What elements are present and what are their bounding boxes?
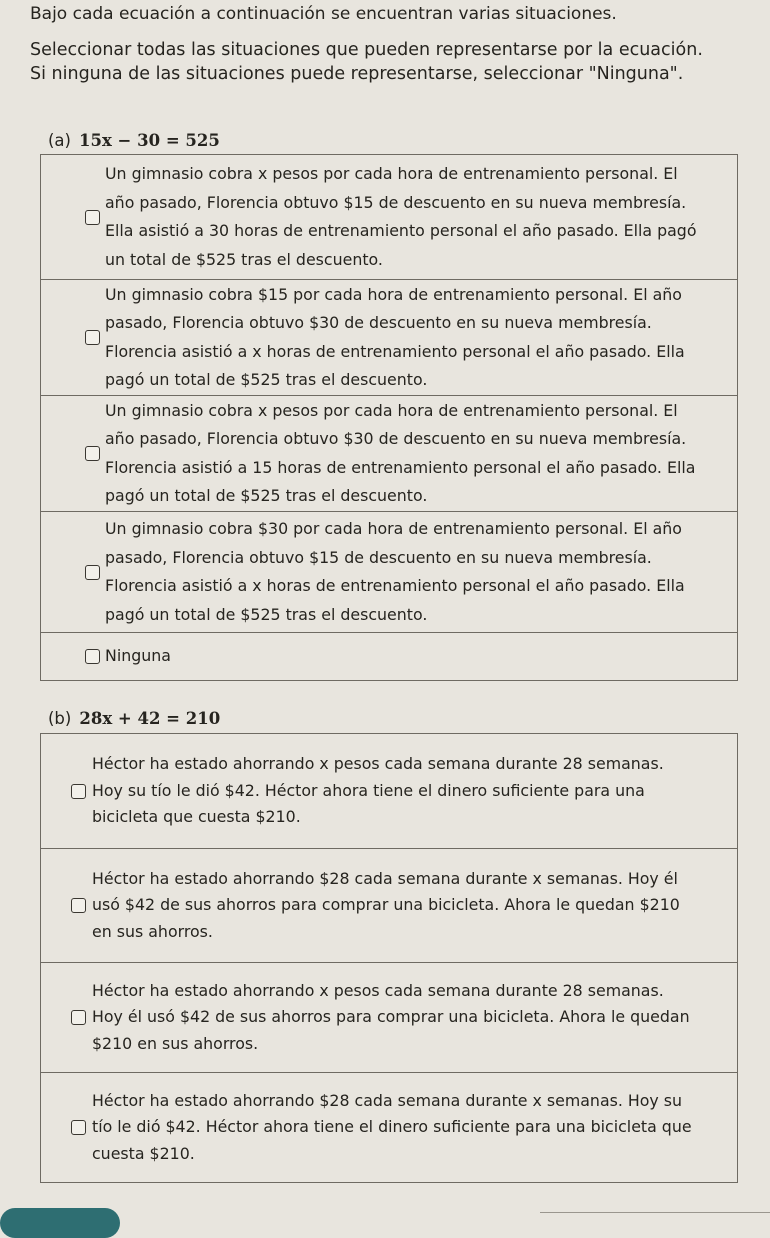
- question-a-option-4[interactable]: [41, 512, 737, 633]
- instruction-line-2: Seleccionar todas las situaciones que pueden representarse por la ecuación.: [30, 40, 703, 60]
- option-text: [92, 751, 664, 831]
- checkbox-icon[interactable]: [85, 210, 100, 225]
- option-line: Hoy él usó $42 de sus ahorros para comprar una bicicleta. Ahora le quedan: [92, 1007, 690, 1027]
- option-line: pasado, Florencia obtuvo $30 de descuento en su nueva membresía.: [105, 313, 652, 332]
- option-line: pagó un total de $525 tras el descuento.: [105, 486, 428, 505]
- option-line: Héctor ha estado ahorrando x pesos cada semana durante 28 semanas.: [92, 980, 664, 1000]
- option-text: [105, 642, 171, 671]
- option-line: Héctor ha estado ahorrando $28 cada semana durante x semanas. Hoy su: [92, 1090, 683, 1110]
- option-text: [105, 397, 695, 511]
- option-line: pagó un total de $525 tras el descuento.: [105, 604, 428, 624]
- checkbox-icon[interactable]: [71, 1010, 86, 1025]
- footer-divider: [540, 1212, 770, 1213]
- instruction-line-3: Si ninguna de las situaciones puede representarse, seleccionar "Ninguna".: [30, 64, 684, 84]
- question-a-option-5[interactable]: [41, 633, 737, 681]
- option-line: Héctor ha estado ahorrando x pesos cada semana durante 28 semanas.: [92, 754, 664, 774]
- option-line: un total de $525 tras el descuento.: [105, 249, 383, 269]
- option-text: [92, 978, 690, 1058]
- question-a-label: (a): [48, 131, 71, 150]
- checkbox-icon[interactable]: [85, 446, 100, 461]
- question-b-option-4[interactable]: [41, 1073, 737, 1183]
- question-b-label: (b): [48, 709, 72, 728]
- question-a-equation: 15x − 30 = 525: [79, 131, 220, 150]
- option-line: Florencia asistió a 15 horas de entrenamiento personal el año pasado. Ella: [105, 457, 696, 477]
- question-b-option-3[interactable]: [41, 963, 737, 1073]
- option-line: Un gimnasio cobra $15 por cada hora de entrenamiento personal. El año: [105, 284, 682, 304]
- question-b-equation: 28x + 42 = 210: [79, 709, 221, 728]
- checkbox-icon[interactable]: [85, 565, 100, 580]
- question-b-options: [40, 733, 738, 1183]
- option-line: año pasado, Florencia obtuvo $15 de descuento en su nueva membresía.: [105, 192, 687, 212]
- question-a-options: [40, 154, 738, 681]
- option-line: pasado, Florencia obtuvo $15 de descuento en su nueva membresía.: [105, 547, 652, 567]
- footer-button[interactable]: [0, 1208, 120, 1238]
- option-line: pagó un total de $525 tras el descuento.: [105, 370, 428, 389]
- option-line: Un gimnasio cobra x pesos por cada hora de entrenamiento personal. El: [105, 164, 678, 183]
- option-line: $210 en sus ahorros.: [92, 1033, 259, 1053]
- instruction-line-1: Bajo cada ecuación a continuación se encuentran varias situaciones.: [30, 4, 617, 24]
- question-a-option-1[interactable]: [41, 155, 737, 280]
- option-line: bicicleta que cuesta $210.: [92, 807, 301, 827]
- checkbox-icon[interactable]: [71, 784, 86, 799]
- option-text: [92, 1088, 692, 1168]
- question-a-heading: [48, 131, 220, 150]
- option-line: Un gimnasio cobra $30 por cada hora de entrenamiento personal. El año: [105, 519, 682, 538]
- checkbox-icon[interactable]: [85, 330, 100, 345]
- question-a-option-2[interactable]: [41, 280, 737, 396]
- option-line: Ella asistió a 30 horas de entrenamiento personal el año pasado. Ella pagó: [105, 221, 697, 240]
- option-line: Ninguna: [105, 646, 171, 666]
- option-line: Florencia asistió a x horas de entrenamiento personal el año pasado. Ella: [105, 341, 685, 361]
- question-b-heading: [48, 709, 220, 728]
- option-line: cuesta $210.: [92, 1143, 195, 1163]
- question-b-option-2[interactable]: [41, 849, 737, 963]
- checkbox-icon[interactable]: [71, 1120, 86, 1135]
- question-a-option-3[interactable]: [41, 396, 737, 512]
- checkbox-icon[interactable]: [71, 898, 86, 913]
- option-line: Hoy su tío le dió $42. Héctor ahora tiene el dinero suficiente para una: [92, 780, 645, 800]
- option-line: usó $42 de sus ahorros para comprar una bicicleta. Ahora le quedan $210: [92, 895, 680, 915]
- option-line: Un gimnasio cobra x pesos por cada hora de entrenamiento personal. El: [105, 400, 678, 420]
- option-line: Héctor ha estado ahorrando $28 cada semana durante x semanas. Hoy él: [92, 868, 678, 888]
- option-line: año pasado, Florencia obtuvo $30 de descuento en su nueva membresía.: [105, 429, 687, 448]
- option-text: [105, 160, 697, 274]
- question-b-option-1[interactable]: [41, 734, 737, 849]
- checkbox-icon[interactable]: [85, 649, 100, 664]
- option-line: en sus ahorros.: [92, 921, 213, 941]
- option-text: [105, 515, 685, 629]
- option-line: Florencia asistió a x horas de entrenamiento personal el año pasado. Ella: [105, 576, 685, 595]
- option-text: [105, 281, 685, 395]
- option-text: [92, 866, 680, 946]
- option-line: tío le dió $42. Héctor ahora tiene el dinero suficiente para una bicicleta que: [92, 1117, 692, 1137]
